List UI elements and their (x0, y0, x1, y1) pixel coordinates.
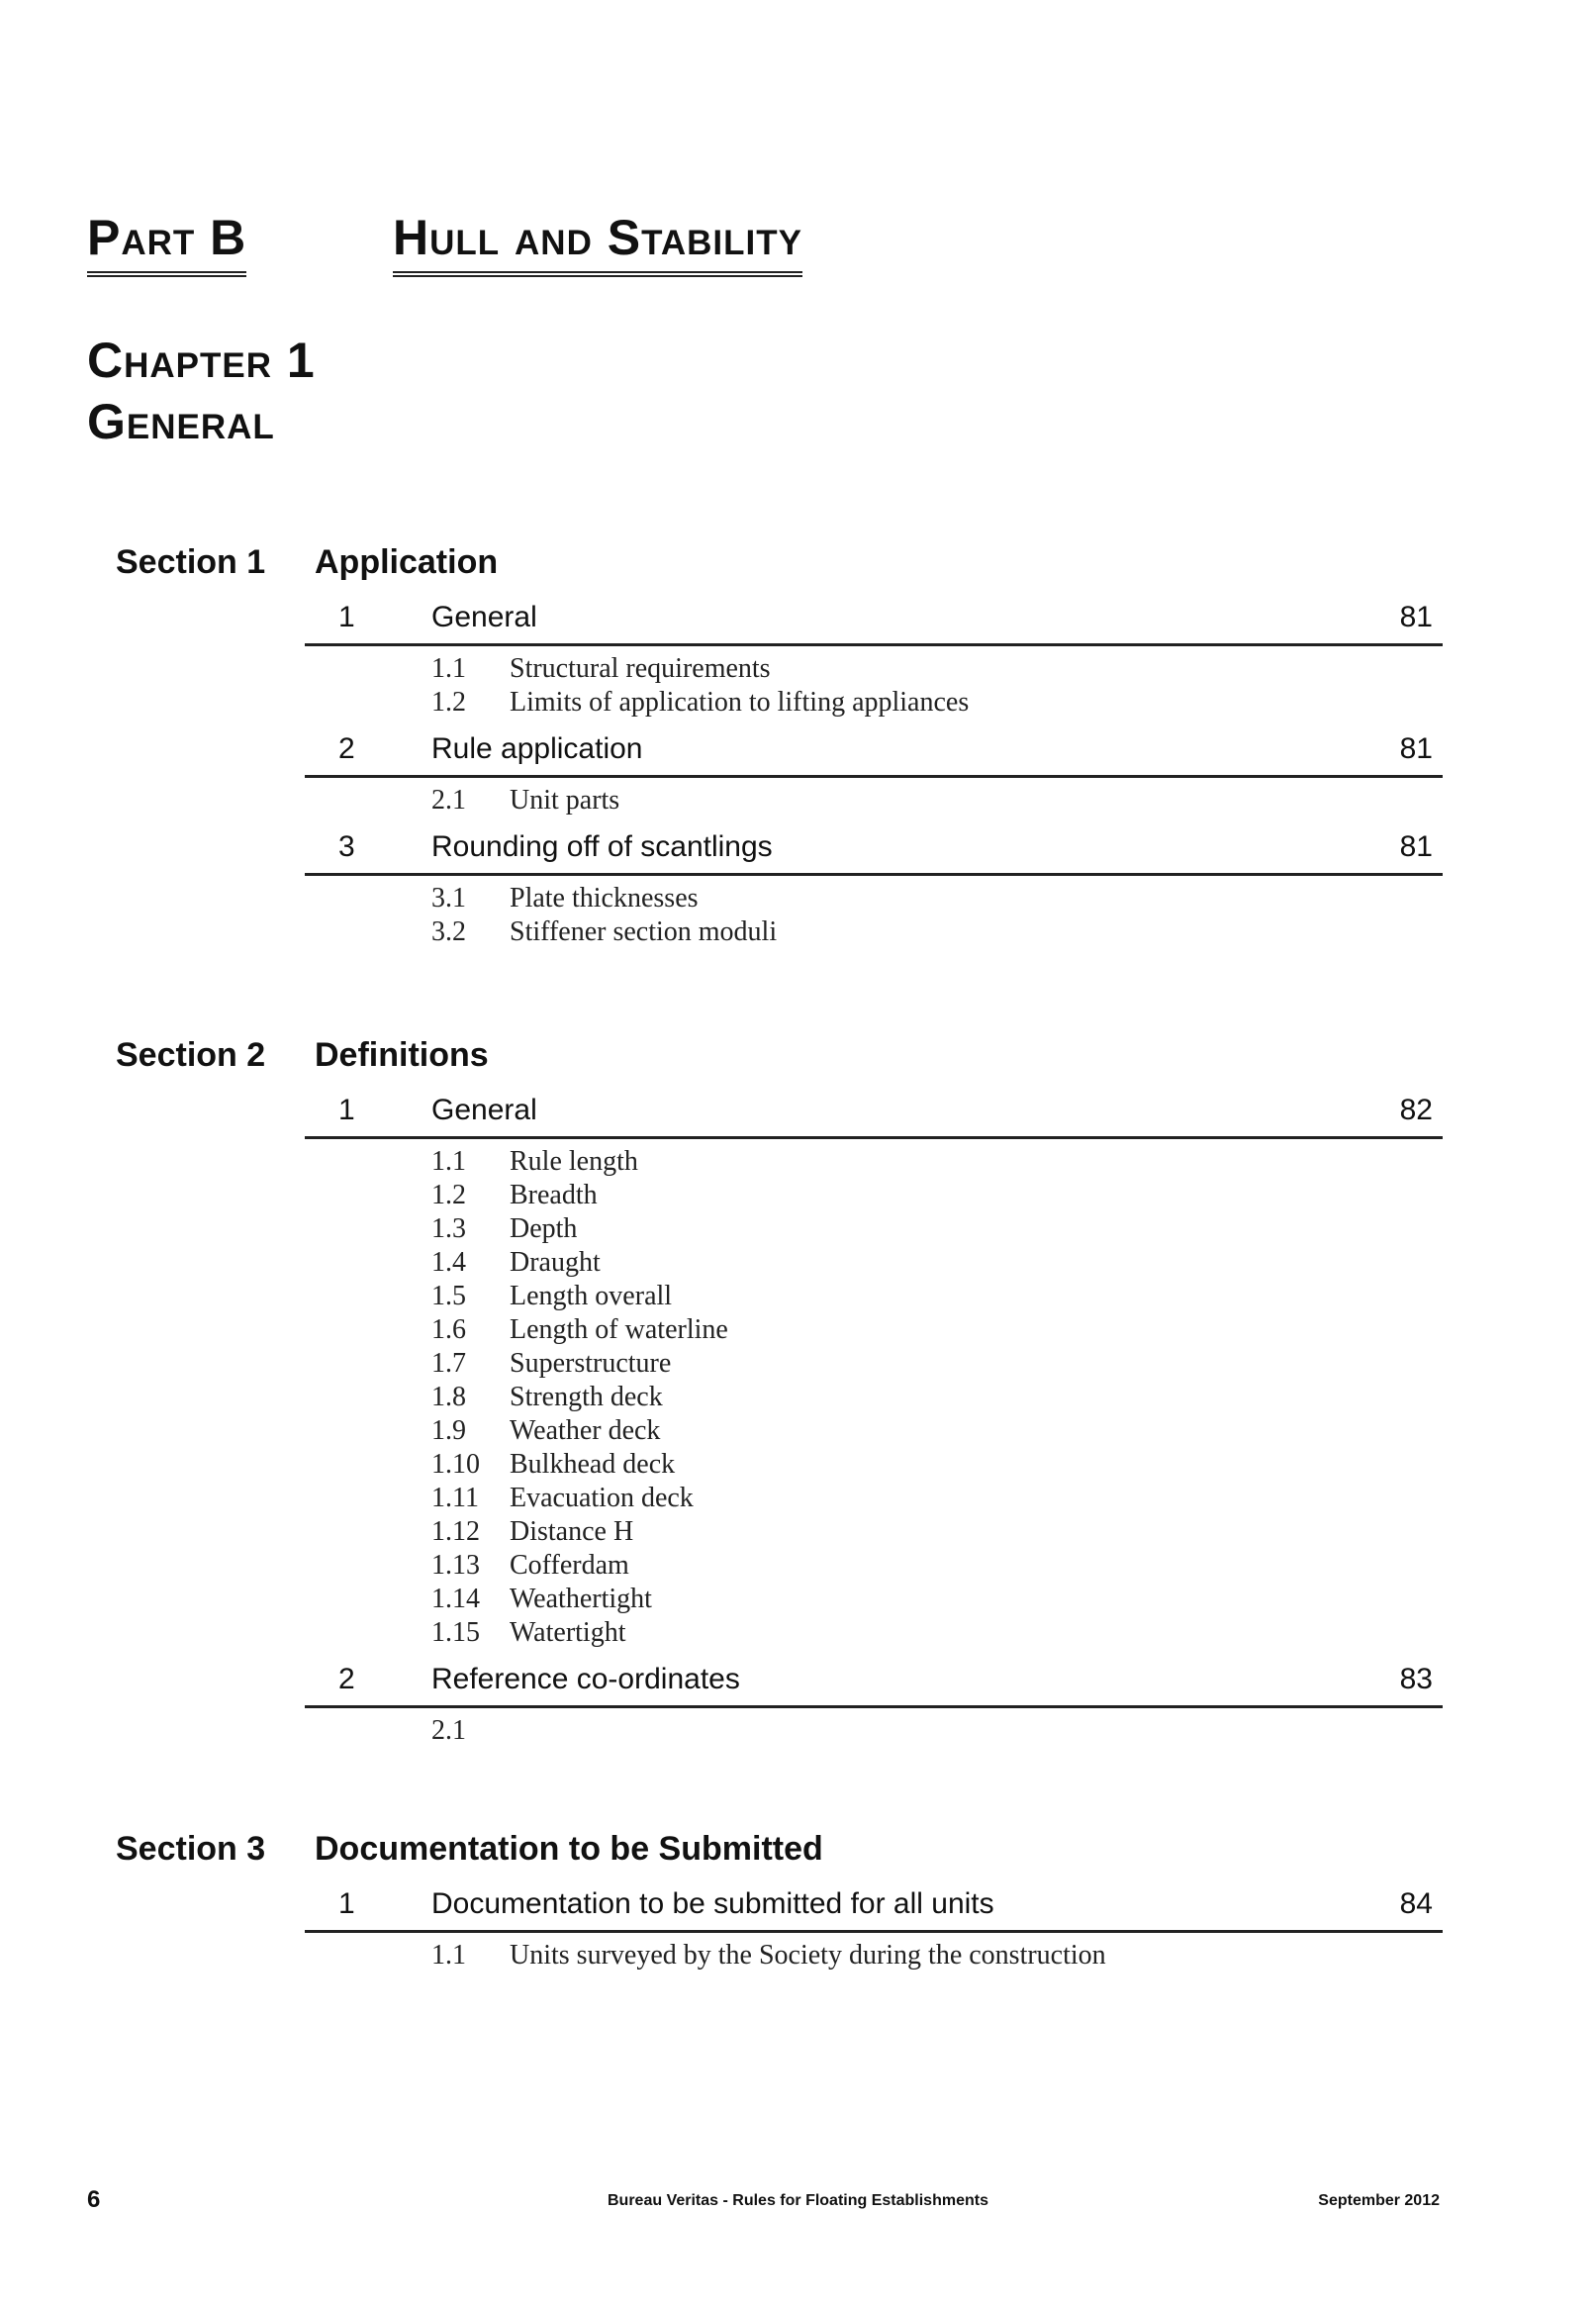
article-page-number: 81 (1399, 830, 1433, 863)
list-item (305, 1246, 1443, 1280)
list-item (305, 1549, 1443, 1583)
article-title: Reference co-ordinates (431, 1663, 740, 1695)
article-heading-row (305, 1089, 1443, 1139)
article-title: Rounding off of scantlings (431, 830, 773, 863)
subarticle-number: 1.6 (431, 1314, 466, 1345)
article-number: 1 (338, 601, 355, 633)
list-item (305, 1482, 1443, 1515)
toc-article (305, 1882, 1443, 1972)
list-item (305, 784, 1443, 818)
subarticle-number: 1.1 (431, 1940, 466, 1971)
section-title: Definitions (315, 1036, 489, 1074)
article-heading-row (305, 727, 1443, 778)
list-item (305, 1381, 1443, 1414)
part-label: Part B (87, 208, 246, 277)
subarticle-title: Superstructure (510, 1348, 672, 1379)
subarticle-title: Length of waterline (510, 1314, 728, 1345)
article-heading-row (305, 1882, 1443, 1933)
subarticle-title: Strength deck (510, 1382, 663, 1412)
list-item (305, 1212, 1443, 1246)
list-item (305, 1145, 1443, 1179)
subarticle-list (305, 1708, 1443, 1748)
subarticle-number: 1.2 (431, 687, 466, 718)
article-number: 2 (338, 1663, 355, 1695)
section-title: Application (315, 543, 499, 581)
subarticle-number: 1.11 (431, 1483, 479, 1513)
article-title: General (431, 601, 537, 633)
list-item (305, 915, 1443, 949)
toc-article (305, 1658, 1443, 1748)
subarticle-title: Distance H (510, 1516, 634, 1547)
chapter-subtitle: General (87, 394, 275, 449)
subarticle-list (305, 778, 1443, 818)
subarticle-number: 1.14 (431, 1584, 480, 1614)
subarticle-title: Watertight (510, 1617, 626, 1648)
list-item (305, 1179, 1443, 1212)
subarticle-title: Limits of application to lifting appliances (510, 687, 970, 718)
subarticle-title: Structural requirements (510, 653, 771, 684)
list-item (305, 1414, 1443, 1448)
list-item (305, 1583, 1443, 1616)
subarticle-number: 1.13 (431, 1550, 480, 1581)
toc-article (305, 825, 1443, 949)
article-number: 2 (338, 732, 355, 765)
article-page-number: 81 (1399, 732, 1433, 765)
article-title: General (431, 1094, 537, 1126)
article-number: 1 (338, 1887, 355, 1920)
subarticle-title: Draught (510, 1247, 601, 1278)
subarticle-number: 1.9 (431, 1415, 466, 1446)
article-number: 3 (338, 830, 355, 863)
subarticle-number: 1.12 (431, 1516, 480, 1547)
toc-article (305, 727, 1443, 818)
toc-article (305, 1089, 1443, 1650)
subarticle-number: 3.2 (431, 916, 466, 947)
subarticle-number: 1.1 (431, 1146, 466, 1177)
list-item (305, 1347, 1443, 1381)
list-item (305, 1448, 1443, 1482)
list-item (305, 652, 1443, 686)
toc-article (305, 596, 1443, 720)
subarticle-number: 1.3 (431, 1213, 466, 1244)
subarticle-title: Weather deck (510, 1415, 661, 1446)
subarticle-title: Cofferdam (510, 1550, 629, 1581)
section-label: Section 2 (116, 1036, 266, 1074)
article-page-number: 84 (1399, 1887, 1433, 1920)
list-item (305, 1939, 1443, 1972)
list-item (305, 1515, 1443, 1549)
subarticle-list (305, 646, 1443, 720)
subarticle-list (305, 1933, 1443, 1972)
subarticle-number: 1.10 (431, 1449, 480, 1480)
list-item (305, 1714, 1443, 1748)
list-item (305, 1616, 1443, 1650)
article-number: 1 (338, 1094, 355, 1126)
subarticle-title: Unit parts (510, 785, 620, 816)
subarticle-number: 2.1 (431, 1715, 466, 1746)
subarticle-list (305, 1139, 1443, 1650)
subarticle-title: Bulkhead deck (510, 1449, 676, 1480)
subarticle-number: 1.4 (431, 1247, 466, 1278)
footer-date: September 2012 (1318, 2192, 1440, 2209)
subarticle-number: 1.15 (431, 1617, 480, 1648)
subarticle-number: 1.2 (431, 1180, 466, 1210)
footer-page-number: 6 (87, 2186, 101, 2213)
part-title: Hull and Stability (393, 208, 802, 277)
list-item (305, 882, 1443, 915)
subarticle-number: 1.5 (431, 1281, 466, 1311)
footer-publication-title: Bureau Veritas - Rules for Floating Establishments (608, 2192, 988, 2209)
subarticle-title: Stiffener section moduli (510, 916, 778, 947)
chapter-title: Chapter 1 (87, 333, 316, 388)
subarticle-title: Length overall (510, 1281, 673, 1311)
section-label: Section 3 (116, 1830, 266, 1868)
subarticle-number: 1.7 (431, 1348, 466, 1379)
subarticle-number: 3.1 (431, 883, 466, 914)
article-heading-row (305, 825, 1443, 876)
article-title: Rule application (431, 732, 643, 765)
subarticle-title: Plate thicknesses (510, 883, 699, 914)
article-title: Documentation to be submitted for all units (431, 1887, 994, 1920)
article-page-number: 82 (1399, 1094, 1433, 1126)
subarticle-number: 1.1 (431, 653, 466, 684)
subarticle-title: Units surveyed by the Society during the construction (510, 1940, 1106, 1971)
article-heading-row (305, 1658, 1443, 1708)
list-item (305, 1313, 1443, 1347)
subarticle-number: 1.8 (431, 1382, 466, 1412)
article-page-number: 83 (1399, 1663, 1433, 1695)
section-title: Documentation to be Submitted (315, 1830, 823, 1868)
article-heading-row (305, 596, 1443, 646)
subarticle-title: Weathertight (510, 1584, 652, 1614)
subarticle-title: Rule length (510, 1146, 638, 1177)
subarticle-title: Evacuation deck (510, 1483, 694, 1513)
subarticle-number: 2.1 (431, 785, 466, 816)
subarticle-title: Depth (510, 1213, 578, 1244)
list-item (305, 1280, 1443, 1313)
subarticle-list (305, 876, 1443, 949)
subarticle-title: Breadth (510, 1180, 598, 1210)
article-page-number: 81 (1399, 601, 1433, 633)
section-label: Section 1 (116, 543, 266, 581)
list-item (305, 686, 1443, 720)
